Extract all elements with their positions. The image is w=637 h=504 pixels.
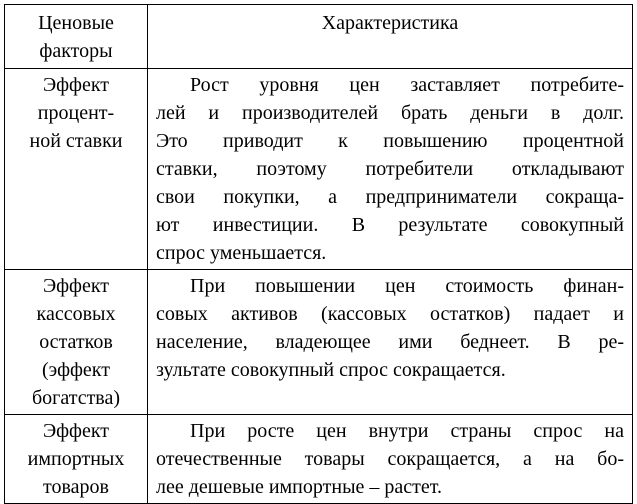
- factor-line: Эффект: [42, 275, 110, 297]
- description-line: При росте цен внутри страны спрос на: [190, 420, 624, 442]
- description-line: лее дешевые импортные – растет.: [156, 476, 442, 498]
- factor-line: Эффект: [42, 74, 110, 96]
- factor-cell: [5, 69, 148, 270]
- description-line: совых активов (кассовых остатков) падает и: [156, 303, 624, 325]
- description-line: Рост уровня цен заставляет потребите-: [190, 74, 624, 96]
- table-row: [5, 270, 633, 415]
- header-characteristic: Характеристика: [148, 5, 633, 69]
- factor-cell: [5, 270, 148, 415]
- description-line: ют инвестиции. В результате совокупный: [156, 214, 624, 236]
- table-row: [5, 415, 633, 504]
- header-factors-line: Ценовые: [38, 12, 114, 34]
- factor-line: импортных: [27, 448, 125, 470]
- factor-cell: [5, 415, 148, 504]
- table-row: [5, 69, 633, 270]
- factor-line: процент-: [37, 102, 115, 124]
- factor-line: (эффект: [42, 359, 110, 381]
- factor-line: остатков: [39, 331, 113, 353]
- header-factors-line: факторы: [39, 40, 113, 62]
- price-factors-table: [4, 4, 633, 504]
- description-line: отечественные товары сокращается, а на бо-: [156, 448, 624, 470]
- description-line: ставки, поэтому потребители откладывают: [156, 158, 624, 180]
- factor-line: Эффект: [42, 420, 110, 442]
- description-line: При повышении цен стоимость финан-: [190, 275, 624, 297]
- description-line: свои покупки, а предприниматели сокраща-: [156, 186, 624, 208]
- description-cell: [148, 69, 633, 270]
- factor-line: богатства): [31, 387, 121, 409]
- description-line: Это приводит к повышению процентной: [156, 130, 624, 152]
- description-line: зультате совокупный спрос сокращается.: [156, 359, 506, 381]
- table-header-row: [5, 5, 633, 69]
- description-cell: [148, 415, 633, 504]
- factor-line: кассовых: [36, 303, 116, 325]
- description-line: спрос уменьшается.: [156, 242, 327, 264]
- description-line: население, владеющее ими беднеет. В ре-: [156, 331, 624, 353]
- header-factors: [5, 5, 148, 69]
- factor-line: ной ставки: [29, 130, 123, 152]
- description-cell: [148, 270, 633, 415]
- factor-line: товаров: [43, 476, 109, 498]
- description-line: лей и производителей брать деньги в долг.: [156, 102, 624, 124]
